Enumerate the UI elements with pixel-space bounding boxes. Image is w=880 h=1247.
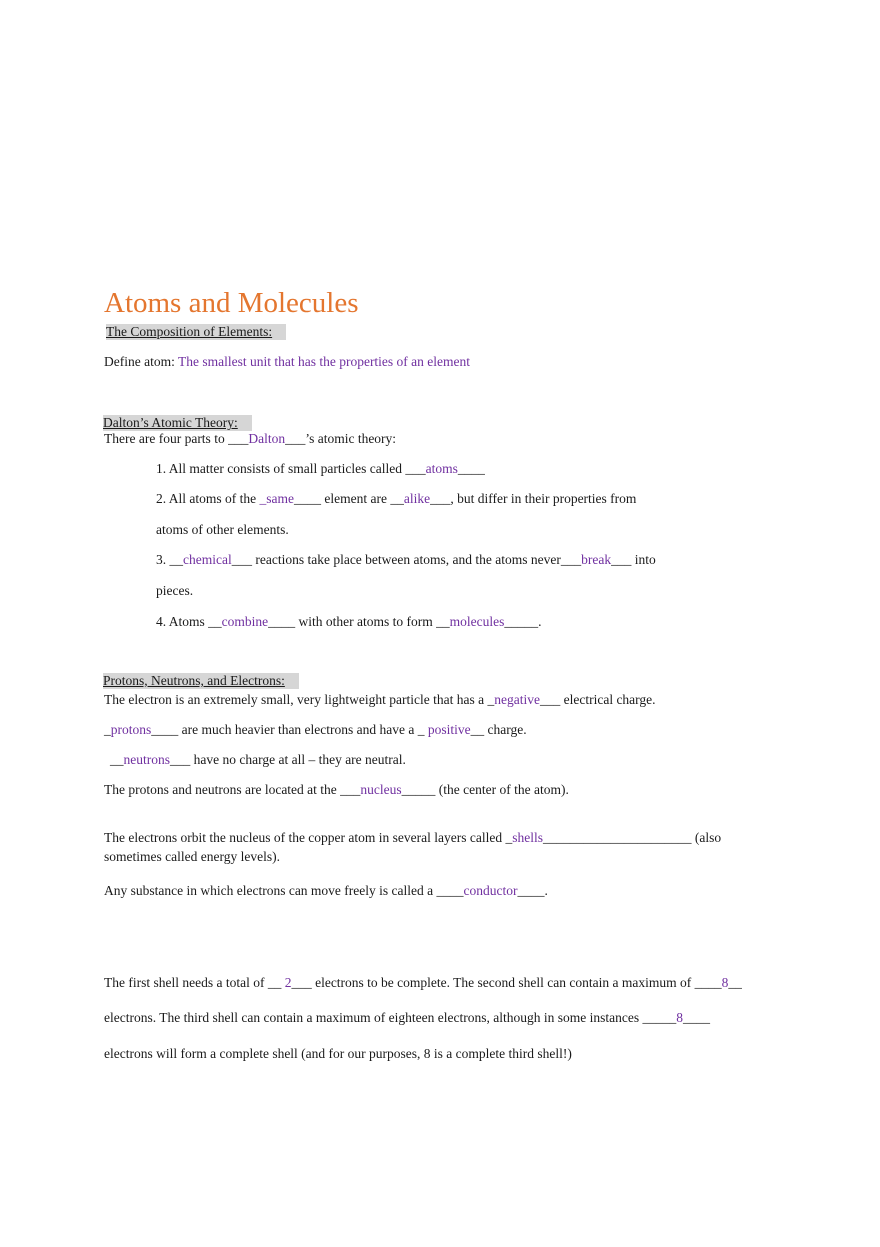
text: ___ into [611,552,656,567]
text: _ [104,722,111,737]
page-title: Atoms and Molecules [104,287,359,319]
answer: atoms [425,461,458,476]
text: __ [110,752,124,767]
text: The protons and neutrons are located at the ___ [104,782,361,797]
answer: Dalton [248,431,286,446]
text: 2. All atoms of the [156,491,260,506]
text: ___ reactions take place between atoms, and the atoms never___ [231,552,582,567]
text: ___ have no charge at all – they are neutral. [170,752,406,767]
particles-line-6 [104,883,548,899]
dalton-item-4 [156,614,541,630]
answer: negative [494,692,540,707]
answer: 2 [284,975,292,990]
text: ___ electrical charge. [539,692,656,707]
answer: _same [259,491,294,506]
particles-line-1 [104,692,656,708]
heading-dalton: Dalton’s Atomic Theory: [103,415,252,431]
answer: positive [427,722,471,737]
text: ____ are much heavier than electrons and have a _ [151,722,428,737]
shells-line-3: electrons will form a complete shell (and for our purposes, 8 is a complete third shell!) [104,1046,572,1061]
text: Any substance in which electrons can move freely is called a ____ [104,883,464,898]
text: ___ electrons to be complete. The second shell can contain a maximum of ____ [291,975,722,990]
dalton-item-2 [156,491,636,507]
text: ___, but differ in their properties from [430,491,637,506]
particles-line-4 [104,782,569,798]
answer: neutrons [123,752,170,767]
answer: 8 [721,975,729,990]
heading-composition: The Composition of Elements: [106,324,286,340]
answer: break [581,552,612,567]
text: 1. All matter consists of small particles called ___ [156,461,426,476]
answer: shells [512,830,543,845]
answer: chemical [183,552,232,567]
answer: protons [110,722,152,737]
answer: conductor [463,883,518,898]
dalton-item-1 [156,461,485,477]
answer: combine [221,614,269,629]
text: ____ [682,1010,710,1025]
dalton-item-3 [156,552,656,568]
text: 4. Atoms __ [156,614,222,629]
text: __ charge. [470,722,527,737]
answer: nucleus [360,782,402,797]
text: _____. [504,614,542,629]
text: ___’s atomic theory: [285,431,397,446]
define-atom-answer: The smallest unit that has the properties of an element [177,354,471,369]
text: There are four parts to ___ [104,431,249,446]
text: The first shell needs a total of __ [104,975,285,990]
particles-line-2 [104,722,527,738]
text: ____ element are __ [294,491,404,506]
text: electrons. The third shell can contain a maximum of eighteen electrons, although in some instances _____ [104,1010,677,1025]
heading-particles: Protons, Neutrons, and Electrons: [103,673,299,689]
dalton-intro [104,431,396,447]
text: ____. [517,883,548,898]
particles-line-5 [104,830,721,846]
answer: molecules [449,614,505,629]
text: _____ (the center of the atom). [401,782,569,797]
particles-line-5-continued: sometimes called energy levels). [104,849,280,864]
text: 3. __ [156,552,183,567]
text: ______________________ (also [542,830,722,845]
text: The electron is an extremely small, very lightweight particle that has a _ [104,692,495,707]
shells-line-2 [104,1010,710,1026]
define-atom-label: Define atom: [104,354,178,369]
dalton-item-3-continued: pieces. [156,583,194,598]
text: ____ with other atoms to form __ [268,614,450,629]
answer: alike [403,491,431,506]
text: ____ [457,461,485,476]
particles-line-3 [110,752,406,768]
shells-line-1 [104,975,742,991]
define-atom-line [104,354,470,370]
text: __ [728,975,742,990]
text: The electrons orbit the nucleus of the copper atom in several layers called _ [104,830,513,845]
dalton-item-2-continued: atoms of other elements. [156,522,289,537]
answer: 8 [676,1010,683,1025]
